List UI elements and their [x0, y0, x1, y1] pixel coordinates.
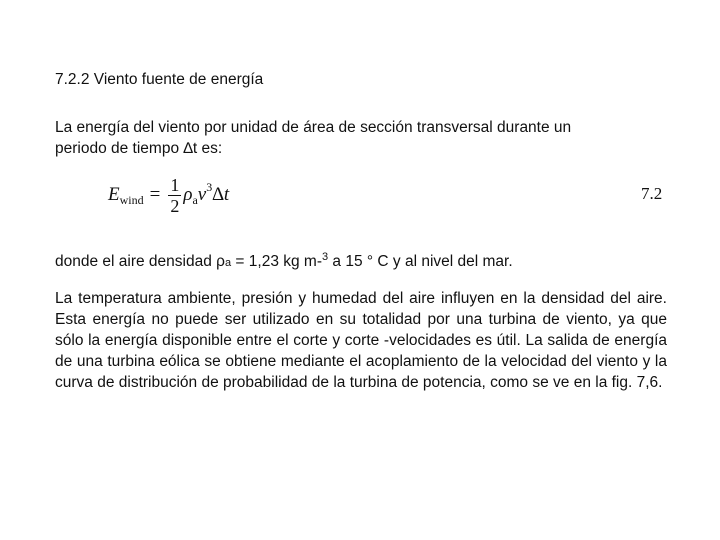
eq-velocity: v	[197, 184, 207, 205]
intro-line-2: periodo de tiempo ∆t es:	[55, 140, 223, 157]
eq-lhs: E	[108, 184, 120, 205]
eq-fraction-denominator: 2	[170, 195, 180, 216]
density-sentence	[55, 251, 667, 274]
eq-velocity-exponent: 3	[206, 179, 213, 194]
eq-rho: ρ	[183, 184, 193, 205]
eq-fraction	[168, 175, 181, 216]
eq-rho-subscript: a	[192, 192, 198, 207]
intro-paragraph	[55, 117, 667, 159]
density-pre: donde el aire densidad ρ	[55, 253, 225, 270]
density-post: a 15 ° C y al nivel del mar.	[328, 253, 513, 270]
body-paragraph: La temperatura ambiente, presión y humedad del aire influyen en la densidad del aire. Esta energía no puede ser utilizado en su totalidad por una turbina de viento, ya que sólo la energía disponible entre el corte y corte -velocidades es útil. La salida de energía de una turbina eólica se obtiene mediante el acoplamiento de la velocidad del viento y la curva de distribución de probabilidad de la turbina de potencia, como se ve en la fig. 7,6.	[55, 290, 667, 391]
eq-lhs-subscript: wind	[119, 192, 144, 207]
density-exponent: 3	[322, 251, 329, 263]
eq-equals-sign: =	[149, 184, 161, 205]
wind-energy-equation	[108, 170, 229, 220]
section-heading: 7.2.2 Viento fuente de energía	[55, 71, 264, 88]
density-rho-subscript: a	[224, 257, 232, 269]
eq-fraction-numerator: 1	[170, 174, 180, 195]
density-value: = 1,23 kg m-	[231, 253, 322, 270]
eq-delta-t: ∆t	[212, 184, 230, 205]
intro-line-1: La energía del viento por unidad de área de sección transversal durante un	[55, 119, 572, 136]
equation-number: 7.2	[641, 184, 663, 203]
